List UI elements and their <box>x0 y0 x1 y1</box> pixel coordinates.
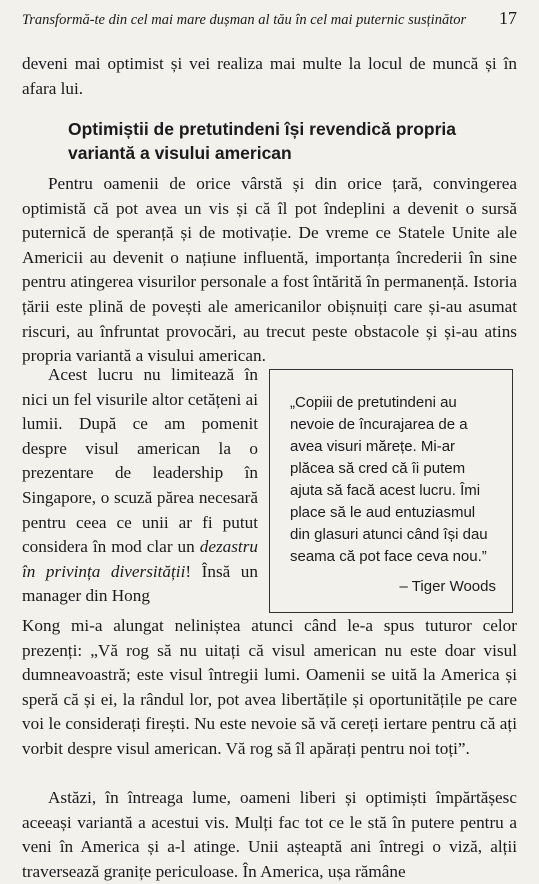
body-paragraph-1: Pentru oamenii de orice vârstă și din orice țară, convingerea optimistă că pot avea un vis și că îl pot îndeplini a devenit o sursă puternică de speranță și de motivație. De vreme ce Statele Unite ale Americii au devenit o națiune influentă, importanța încrederii în sine pentru atingerea visurilor personale a fost întărită în permanență. Istoria țării este plină de povești ale americanilor obișnuiți care și-au asumat riscuri, au înfruntat provocări, au trecut peste obstacole și și-au atins propria variantă a visului american. <box>22 174 517 366</box>
section-heading: Optimiștii de pretutindeni își revendică propria variantă a visului american <box>68 119 456 163</box>
pull-quote-author: – Tiger Woods <box>399 578 496 595</box>
body-paragraph-2-continuation: Kong mi-a alungat neliniștea atunci când le-a spus tuturor celor prezenți: „Vă rog să nu uitați că visul american nu este doar visul dumneavoastră; este visul întregii lumi. Oamenii se uită la America și speră că și ei, la rândul lor, pot avea libertățile și oportunitățile pe care voi le considerați firești. Nu este nevoie să vă cereți iertare pentru că ați vorbit despre visul american. Vă rog să îl apărați pentru noi toți”. <box>22 616 517 758</box>
body-paragraph-3: Astăzi, în întreaga lume, oameni liberi și optimiști împărtășesc aceeași variantă a acestui vis. Mulți fac tot ce le stă în putere pentru a veni în America și a-l atinge. Unii așteaptă ani întregi o viză, alții traversează granițe periculoase. În America, ușa rămâne <box>22 788 517 881</box>
page-number: 17 <box>499 8 517 28</box>
running-header <box>22 8 517 29</box>
paragraph-2-emphasis: dezastru în privința diversității <box>22 537 258 581</box>
intro-paragraph: deveni mai optimist și vei realiza mai multe la locul de muncă și în afara lui. <box>22 54 517 98</box>
paragraph-2-text-a: Acest lucru nu limitează în nici un fel visurile altor cetățeni ai lumii. După ce am pomenit despre visul american la o prezentare de leadership în Singapore, o scuză părea necesară pentru ceea ce unii ar fi putut considera în mod clar un <box>22 365 258 557</box>
pull-quote-box <box>269 369 513 613</box>
paragraph-2-text-b: ! Însă un manager din Hong <box>22 561 258 606</box>
body-paragraph-2-wrapped <box>22 363 258 609</box>
running-header-title: Transformă-te din cel mai mare dușman al tău în cel mai puternic susținător <box>22 12 467 28</box>
pull-quote-text: „Copiii de pretutindeni au nevoie de încurajarea de a avea visuri mărețe. Mi-ar plăcea să cred că îi putem ajuta să facă acest lucru. Îmi place să le aud entuziasmul din glasuri atunci când își dau seama că pot face ceva nou.” <box>290 394 488 565</box>
